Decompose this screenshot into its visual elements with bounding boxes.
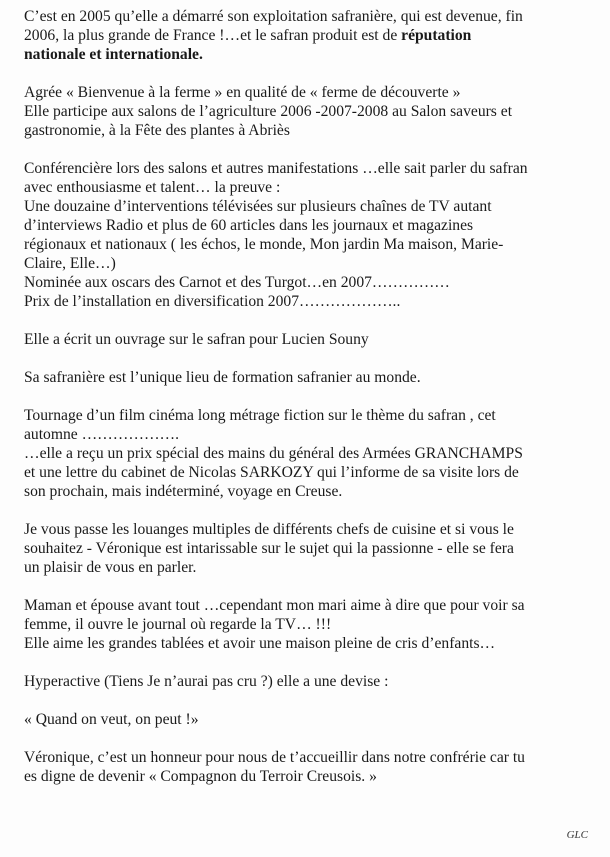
text-line: C’est en 2005 qu’elle a démarré son exploitation safranière, qui est devenue, fin [24,8,523,25]
paragraph-7 [24,520,594,577]
paragraph-3 [24,159,594,311]
text-line: femme, il ouvre le journal où regarde la TV… !!! [24,616,332,633]
paragraph-8 [24,596,594,653]
paragraph-9 [24,672,594,691]
text-line: Maman et épouse avant tout …cependant mon mari aime à dire que pour voir sa [24,597,525,614]
text-segment: 2006, la plus grande de France !…et le safran produit est de [24,27,402,44]
text-line: Tournage d’un film cinéma long métrage fiction sur le thème du safran , cet [24,407,496,424]
paragraph-5 [24,368,594,387]
author-initials: GLC [566,829,588,841]
text-line: …elle a reçu un prix spécial des mains du général des Armées GRANCHAMPS [24,445,523,462]
letter-body [24,7,594,805]
text-line: Hyperactive (Tiens Je n’aurai pas cru ?) elle a une devise : [24,673,389,690]
text-line [24,26,594,45]
text-line [24,45,594,64]
paragraph-11 [24,748,594,786]
paragraph-6 [24,406,594,501]
text-line: Véronique, c’est un honneur pour nous de t’accueillir dans notre confrérie car tu [24,749,525,766]
text-line: Elle a écrit un ouvrage sur le safran pour Lucien Souny [24,331,369,348]
text-line: et une lettre du cabinet de Nicolas SARKOZY qui l’informe de sa visite lors de [24,464,519,481]
text-line: Conférencière lors des salons et autres manifestations …elle sait parler du safran [24,160,528,177]
paragraph-4 [24,330,594,349]
text-line: Agrée « Bienvenue à la ferme » en qualité de « ferme de découverte » [24,84,461,101]
text-line: es digne de devenir « Compagnon du Terroir Creusois. » [24,768,377,785]
text-line: Elle aime les grandes tablées et avoir une maison pleine de cris d’enfants… [24,635,496,652]
bold-text: nationale et internationale. [24,46,203,63]
text-line: Prix de l’installation en diversification 2007……………….. [24,293,401,310]
text-line: Elle participe aux salons de l’agriculture 2006 -2007-2008 au Salon saveurs et [24,103,513,120]
paragraph-1 [24,7,594,64]
text-line: son prochain, mais indéterminé, voyage en Creuse. [24,483,343,500]
text-line: souhaitez - Véronique est intarissable sur le sujet qui la passionne - elle se fera [24,540,514,557]
text-line: d’interviews Radio et plus de 60 articles dans les journaux et magazines [24,217,474,234]
text-line: gastronomie, à la Fête des plantes à Abriès [24,122,290,139]
text-line: « Quand on veut, on peut !» [24,711,199,728]
text-line: Nominée aux oscars des Carnot et des Turgot…en 2007…………… [24,274,450,291]
text-line: automne ………………. [24,426,180,443]
text-line: régionaux et nationaux ( les échos, le monde, Mon jardin Ma maison, Marie- [24,236,504,253]
text-line: Claire, Elle…) [24,255,116,272]
text-line: avec enthousiasme et talent… la preuve : [24,179,281,196]
text-line: Je vous passe les louanges multiples de différents chefs de cuisine et si vous le [24,521,514,538]
paragraph-10 [24,710,594,729]
paragraph-2 [24,83,594,140]
text-line: un plaisir de vous en parler. [24,559,197,576]
bold-text: réputation [401,27,472,44]
text-line: Sa safranière est l’unique lieu de formation safranier au monde. [24,369,421,386]
text-line: Une douzaine d’interventions télévisées sur plusieurs chaînes de TV autant [24,198,492,215]
